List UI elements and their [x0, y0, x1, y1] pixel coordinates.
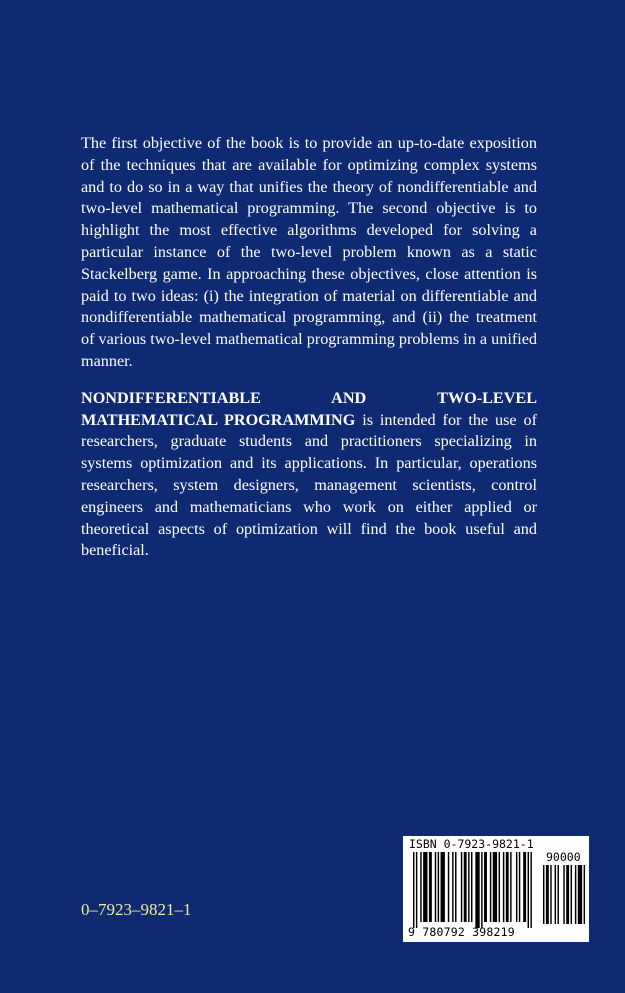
barcode-bar: [499, 852, 500, 922]
barcode-bar: [516, 852, 517, 922]
barcode-bar: [490, 852, 491, 922]
barcode-bar: [546, 865, 549, 924]
barcode-bar: [420, 852, 421, 922]
barcode-bar: [468, 852, 469, 922]
blurb-paragraph-2-text: is intended for the use of researchers, graduate students and practitioners specializing in systems optimization and its applications. In particular, operations researchers, system designers, management scientists, control engineers and mathematicians who work on either applied or theoretical aspects of optimization will find the book useful and beneficial.: [81, 410, 537, 560]
barcode-bar: [528, 852, 529, 928]
barcode-bar: [530, 852, 531, 928]
isbn-number: 0–7923–9821–1: [81, 900, 192, 919]
blurb-paragraph-2: [81, 388, 537, 562]
barcode-bar: [435, 852, 436, 922]
barcode-bar: [438, 852, 439, 922]
barcode-bar: [441, 852, 445, 922]
barcode-bar: [471, 852, 472, 922]
barcode-bar: [423, 852, 427, 922]
barcode-bar: [484, 852, 487, 922]
barcode-bar: [461, 852, 462, 922]
barcode: [403, 836, 589, 942]
barcode-bar: [429, 852, 432, 922]
barcode-addon-digits: 90000: [546, 850, 581, 864]
barcode-bar: [493, 852, 497, 922]
barcode-bar: [448, 852, 449, 922]
barcode-bar: [413, 852, 414, 928]
barcode-bar: [563, 865, 564, 924]
blurb-paragraph-1: The first objective of the book is to provide an up-to-date exposition of the techniques that are available for optimizing complex systems and to do so in a way that unifies the theory of nondifferentiable and two-level mathematical programming. The second objective is to highlight the most effective algorithms developed for solving a particular instance of the two-level problem known as a static Stackelberg game. In approaching these objectives, close attention is paid to two ideas: (i) the integration of material on differentiable and nondifferentiable mathematical programming, and (ii) the treatment of various two-level mathematical programming problems in a unified manner.: [81, 134, 537, 370]
blurb: [81, 133, 537, 562]
book-title-inline: NONDIFFERENTIABLE AND TWO-LEVEL MATHEMATICAL PROGRAMMING: [81, 388, 537, 429]
barcode-isbn-label: ISBN 0-7923-9821-1: [409, 837, 534, 851]
barcode-bar: [575, 865, 576, 924]
barcode-bar: [566, 865, 569, 924]
barcode-bar: [481, 852, 482, 928]
barcode-bar: [503, 852, 504, 922]
barcode-bar: [578, 865, 582, 924]
barcode-bar: [543, 865, 544, 924]
barcode-bar: [510, 852, 511, 922]
barcode-bar: [571, 865, 572, 924]
barcode-bar: [519, 852, 520, 922]
barcode-bar: [452, 852, 453, 922]
barcode-bar: [550, 865, 551, 924]
barcode-digits: 9 780792 398219: [408, 925, 515, 939]
barcode-bar: [555, 865, 556, 924]
barcode-bar: [475, 852, 479, 928]
barcode-bar: [558, 865, 559, 924]
barcode-bar: [584, 865, 585, 924]
barcode-bar: [416, 852, 417, 928]
barcode-bar: [523, 852, 526, 922]
barcode-bar: [455, 852, 456, 922]
barcode-bar: [506, 852, 509, 922]
barcode-bar: [464, 852, 467, 922]
